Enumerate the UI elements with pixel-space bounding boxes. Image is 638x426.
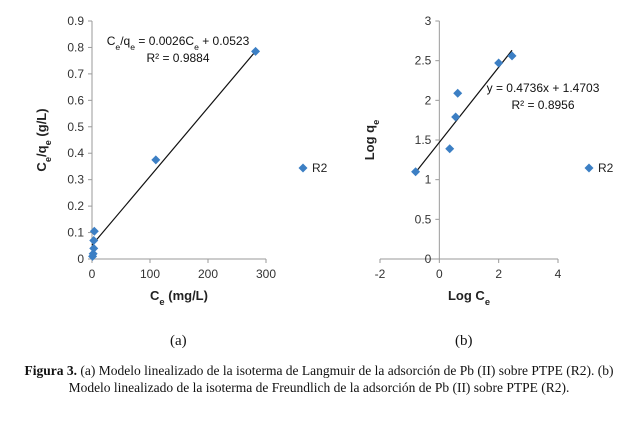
y-axis-label: Log $q_e$	[362, 119, 381, 161]
data-point	[453, 89, 462, 98]
y-tick-label: 2.5	[414, 53, 432, 68]
y-tick-label: 0.6	[67, 93, 84, 108]
y-tick-label: 1.5	[414, 133, 432, 147]
x-tick-label: 300	[255, 267, 277, 281]
y-axis-label: $C_e/q_e$ (g/L)	[34, 108, 53, 172]
y-tick-label: 0	[424, 252, 432, 266]
caption-label: Figura 3.	[24, 363, 78, 378]
chart-b	[362, 14, 614, 307]
legend-label: R2	[598, 161, 614, 175]
x-tick-label: 2	[495, 267, 503, 281]
y-tick-label: 0.9	[67, 14, 84, 28]
x-tick-label: 100	[139, 267, 161, 281]
x-tick-label: 0	[435, 267, 443, 281]
y-tick-label: 0.1	[67, 225, 84, 240]
y-tick-label: 0.5	[67, 119, 84, 134]
y-tick-label: 3	[424, 14, 432, 28]
y-tick-label: 1	[424, 172, 432, 187]
x-tick-label: 200	[197, 267, 219, 281]
figure-caption	[14, 362, 624, 396]
x-tick-label: 0	[88, 267, 96, 281]
trendline	[92, 51, 256, 245]
x-axis-label: Log $C_e$	[447, 288, 491, 307]
y-tick-label: 0.2	[67, 199, 84, 214]
x-tick-label: -2	[374, 267, 386, 281]
data-point	[508, 51, 517, 60]
r-squared: R² = 0.9884	[146, 51, 210, 65]
trend-equation: $C_e/q_e = 0.0026C_e + 0.0523$	[106, 34, 250, 52]
y-tick-label: 0	[77, 252, 84, 266]
caption-text: (a) Modelo linealizado de la isoterma de Langmuir de la adsorción de Pb (II) sobre PTPE (R2). (b) Modelo linealizado de la isoterma de Freundlich de la adsorción de Pb (II) sobre PTPE (R2).	[68, 363, 614, 395]
y-tick-label: 2	[424, 93, 432, 108]
data-point	[451, 112, 460, 121]
data-point	[151, 155, 160, 164]
legend-marker	[299, 164, 308, 173]
y-tick-label: 0.5	[414, 212, 432, 227]
y-tick-label: 0.8	[67, 40, 84, 55]
r-squared: R² = 0.8956	[511, 98, 575, 112]
data-point	[90, 227, 99, 236]
x-tick-label: 4	[554, 267, 562, 281]
data-point	[89, 244, 98, 253]
legend-marker	[585, 164, 594, 173]
trend-equation: y = 0.4736x + 1.4703	[486, 81, 600, 95]
y-tick-label: 0.4	[67, 146, 84, 161]
data-point	[89, 236, 98, 245]
chart-a	[34, 14, 328, 307]
panel-label-b: (b)	[455, 333, 473, 349]
y-tick-label: 0.7	[67, 66, 84, 81]
x-axis-label: $C_e$ (mg/L)	[150, 288, 208, 307]
trendline	[416, 50, 512, 172]
y-tick-label: 0.3	[67, 172, 84, 187]
data-point	[494, 59, 503, 68]
legend-label: R2	[312, 161, 328, 175]
data-point	[445, 144, 454, 153]
panel-label-a: (a)	[170, 333, 187, 349]
